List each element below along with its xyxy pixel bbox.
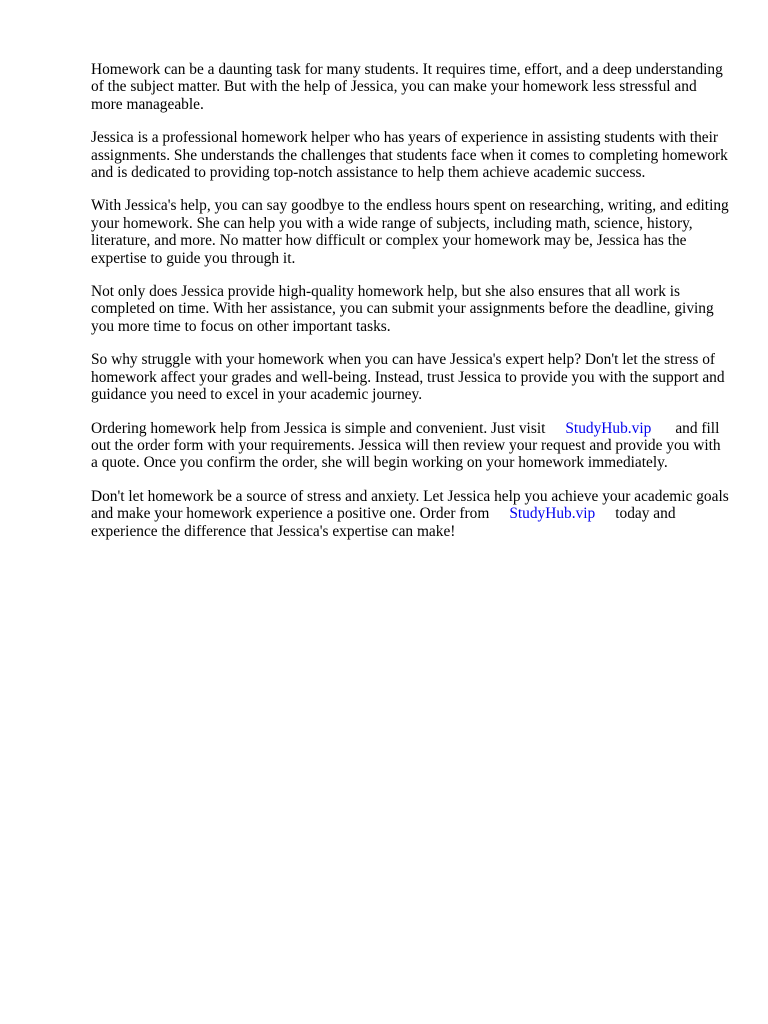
studyhub-order-link[interactable]: StudyHub.vip — [509, 505, 596, 523]
paragraph-closing — [91, 488, 731, 540]
closing-text-before: Don't let homework be a source of stress and anxiety. Let Jessica help you achieve your academic goals and make your homework experience a positive one. Order from — [91, 487, 729, 523]
paragraph-intro: Homework can be a daunting task for many students. It requires time, effort, and a deep understanding of the subject matter. But with the help of Jessica, you can make your homework less stressful and more manageable. — [91, 61, 723, 113]
paragraph-benefits: With Jessica's help, you can say goodbye to the endless hours spent on researching, writing, and editing your homework. She can help you with a wide range of subjects, including math, science, history, literature, and more. No matter how difficult or complex your homework may be, Jessica has the expertise to guide you through it. — [91, 197, 729, 267]
closing-text-after: today and experience the difference that Jessica's expertise can make! — [91, 505, 676, 540]
paragraph-ordering — [91, 420, 731, 472]
paragraph-about-jessica: Jessica is a professional homework helper who has years of experience in assisting students with their assignments. She understands the challenges that students face when it comes to completing homework and is dedicated to providing top-notch assistance to help them achieve academic success. — [91, 129, 728, 182]
ordering-text-before: Ordering homework help from Jessica is simple and convenient. Just visit — [91, 419, 546, 437]
document-page — [91, 61, 731, 556]
ordering-text-after: and fill out the order form with your requirements. Jessica will then review your request and provide you with a quote. Once you confirm the order, she will begin working on your homework immediately. — [91, 419, 721, 472]
paragraph-on-time: Not only does Jessica provide high-quality homework help, but she also ensures that all work is completed on time. With her assistance, you can submit your assignments before the deadline, giving you more time to focus on other important tasks. — [91, 283, 714, 335]
studyhub-link[interactable]: StudyHub.vip — [565, 419, 652, 437]
paragraph-why-struggle: So why struggle with your homework when you can have Jessica's expert help? Don't let the stress of homework affect your grades and well-being. Instead, trust Jessica to provide you with the support and guidance you need to excel in your academic journey. — [91, 351, 725, 404]
